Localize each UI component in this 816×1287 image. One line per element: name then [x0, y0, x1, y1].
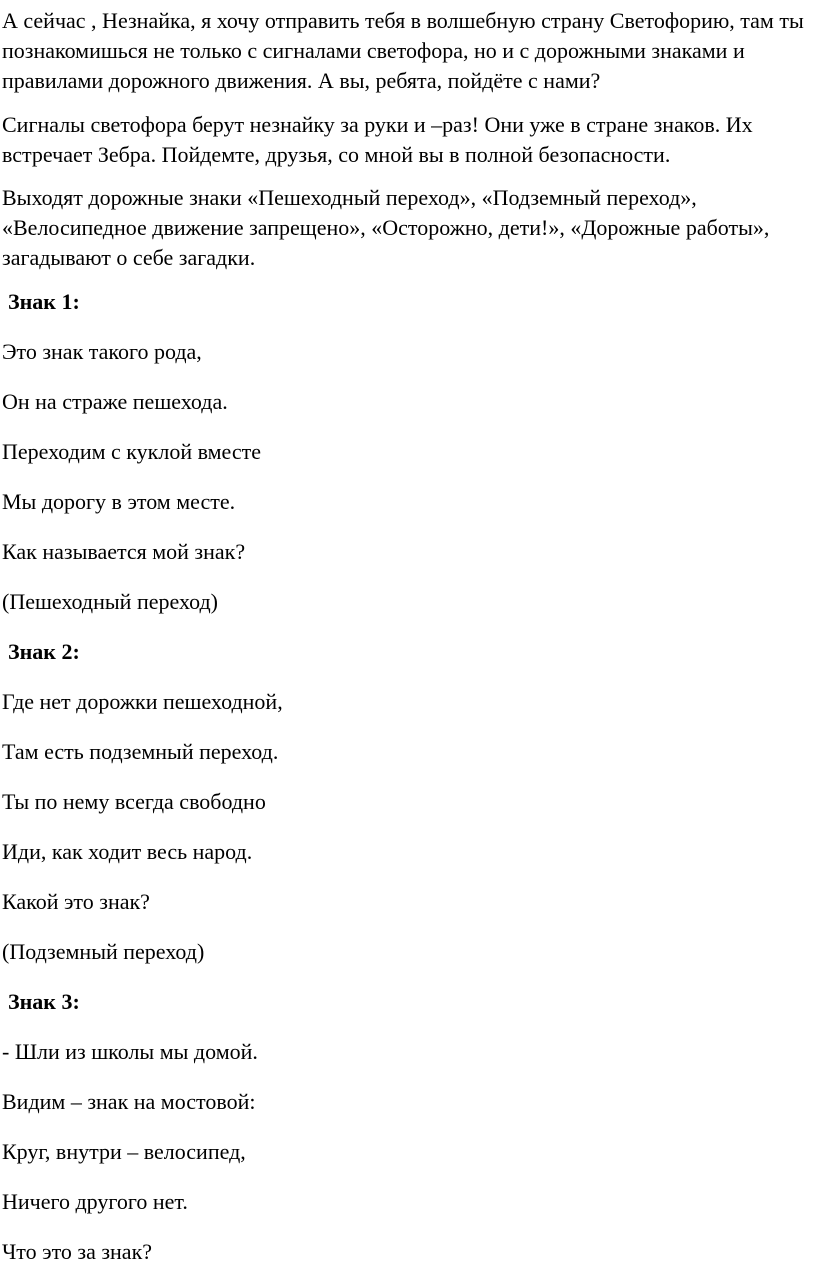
- intro-paragraph: Выходят дорожные знаки «Пешеходный переход», «Подземный переход», «Велосипедное движение запрещено», «Осторожно, дети!», «Дорожные работы», загадывают о себе загадки.: [2, 185, 770, 270]
- riddle-line: Какой это знак?: [2, 889, 150, 914]
- sign-riddle-2: [2, 637, 810, 967]
- riddle-line: Что это за знак?: [2, 1239, 153, 1264]
- sign-heading: Знак 2:: [8, 639, 80, 664]
- riddle-line: Это знак такого рода,: [2, 339, 202, 364]
- riddle-line: Он на страже пешехода.: [2, 389, 228, 414]
- riddle-line: Там есть подземный переход.: [2, 739, 279, 764]
- sign-heading: Знак 1:: [8, 289, 80, 314]
- riddle-line: Переходим с куклой вместе: [2, 439, 262, 464]
- intro-paragraph: Сигналы светофора берут незнайку за руки и –раз! Они уже в стране знаков. Их встречает Зебра. Пойдемте, друзья, со мной вы в полной безопасности.: [2, 112, 753, 167]
- sign-heading: Знак 3:: [8, 989, 80, 1014]
- intro-paragraph: А сейчас , Незнайка, я хочу отправить тебя в волшебную страну Светофорию, там ты познакомишься не только с сигналами светофора, но и с дорожными знаками и правилами дорожного движения. А вы, ребята, пойдёте с нами?: [2, 8, 804, 93]
- sign-riddle-1: [2, 287, 810, 617]
- riddle-line: Ты по нему всегда свободно: [2, 789, 266, 814]
- riddle-answer: (Подземный переход): [2, 939, 205, 964]
- riddle-line: Круг, внутри – велосипед,: [2, 1139, 246, 1164]
- sign-riddle-3: [2, 987, 810, 1267]
- riddle-line: Как называется мой знак?: [2, 539, 246, 564]
- riddle-answer: (Пешеходный переход): [2, 589, 219, 614]
- riddle-line: - Шли из школы мы домой.: [2, 1039, 258, 1064]
- riddle-line: Мы дорогу в этом месте.: [2, 489, 236, 514]
- riddle-line: Где нет дорожки пешеходной,: [2, 689, 283, 714]
- riddle-line: Видим – знак на мостовой:: [2, 1089, 256, 1114]
- riddle-line: Иди, как ходит весь народ.: [2, 839, 253, 864]
- riddle-line: Ничего другого нет.: [2, 1189, 188, 1214]
